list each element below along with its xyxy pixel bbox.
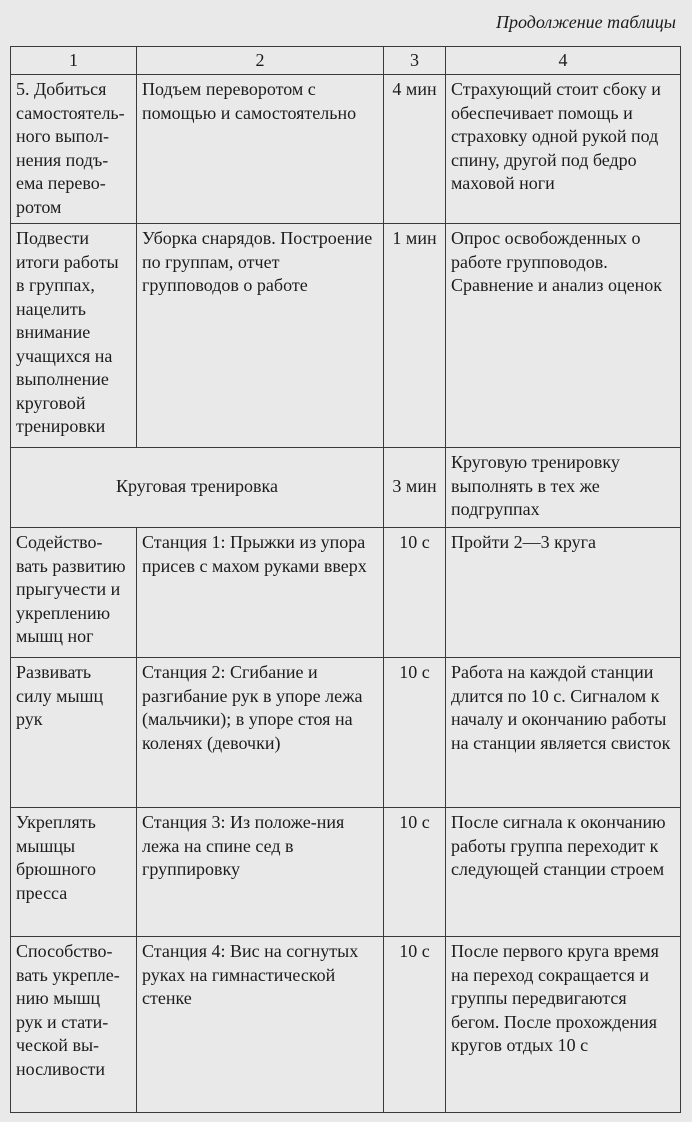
content-cell: Станция 1: Прыжки из упора присев с махом руками вверх bbox=[137, 528, 384, 658]
lesson-plan-table bbox=[10, 46, 681, 1113]
guidance-cell: После сигнала к окончанию работы группа переходит к следующей станции строем bbox=[446, 808, 681, 937]
table-header-row bbox=[11, 47, 681, 75]
task-cell: 5. Добиться самостоятель-ного выпол-нения подъ-ема перево-ротом bbox=[11, 75, 137, 224]
dosage-cell: 1 мин bbox=[384, 224, 446, 448]
guidance-cell: После первого круга время на переход сокращается и группы передвигаются бегом. После прохождения кругов отдых 10 с bbox=[446, 937, 681, 1113]
task-cell: Укреплять мышцы брюшного пресса bbox=[11, 808, 137, 937]
guidance-cell: Пройти 2—3 круга bbox=[446, 528, 681, 658]
task-cell: Развивать силу мышц рук bbox=[11, 658, 137, 808]
dosage-cell: 4 мин bbox=[384, 75, 446, 224]
content-cell: Подъем переворотом с помощью и самостоятельно bbox=[137, 75, 384, 224]
column-header: 1 bbox=[11, 47, 137, 75]
content-cell: Станция 4: Вис на согнутых руках на гимнастической стенке bbox=[137, 937, 384, 1113]
content-cell: Станция 3: Из положе-ния лежа на спине сед в группировку bbox=[137, 808, 384, 937]
table-continuation-caption: Продолжение таблицы bbox=[495, 12, 676, 32]
column-header: 3 bbox=[384, 47, 446, 75]
table-row bbox=[11, 224, 681, 448]
dosage-cell: 3 мин bbox=[384, 448, 446, 528]
table-row bbox=[11, 658, 681, 808]
task-cell: Способство-вать укрепле-нию мышц рук и стати-ческой вы-носливости bbox=[11, 937, 137, 1113]
content-cell: Уборка снарядов. Построение по группам, отчет групповодов о работе bbox=[137, 224, 384, 448]
table-row bbox=[11, 75, 681, 224]
dosage-cell: 10 с bbox=[384, 528, 446, 658]
guidance-cell: Работа на каждой станции длится по 10 с. Сигналом к началу и окончанию работы на станции является свисток bbox=[446, 658, 681, 808]
task-cell: Подвести итоги работы в группах, нацелить внимание учащихся на выполнение круговой тренировки bbox=[11, 224, 137, 448]
dosage-cell: 10 с bbox=[384, 658, 446, 808]
table-row bbox=[11, 937, 681, 1113]
column-header: 2 bbox=[137, 47, 384, 75]
section-title-cell: Круговая тренировка bbox=[11, 448, 384, 528]
content-cell: Станция 2: Сгибание и разгибание рук в упоре лежа (мальчики); в упоре стоя на коленях (девочки) bbox=[137, 658, 384, 808]
guidance-cell: Страхующий стоит сбоку и обеспечивает помощь и страховку одной рукой под спину, другой под бедро маховой ноги bbox=[446, 75, 681, 224]
column-header: 4 bbox=[446, 47, 681, 75]
dosage-cell: 10 с bbox=[384, 937, 446, 1113]
table-row bbox=[11, 808, 681, 937]
dosage-cell: 10 с bbox=[384, 808, 446, 937]
task-cell: Содейство-вать развитию прыгучести и укреплению мышц ног bbox=[11, 528, 137, 658]
table-row bbox=[11, 528, 681, 658]
guidance-cell: Опрос освобожденных о работе групповодов. Сравнение и анализ оценок bbox=[446, 224, 681, 448]
guidance-cell: Круговую тренировку выполнять в тех же подгруппах bbox=[446, 448, 681, 528]
table-row bbox=[11, 448, 681, 528]
